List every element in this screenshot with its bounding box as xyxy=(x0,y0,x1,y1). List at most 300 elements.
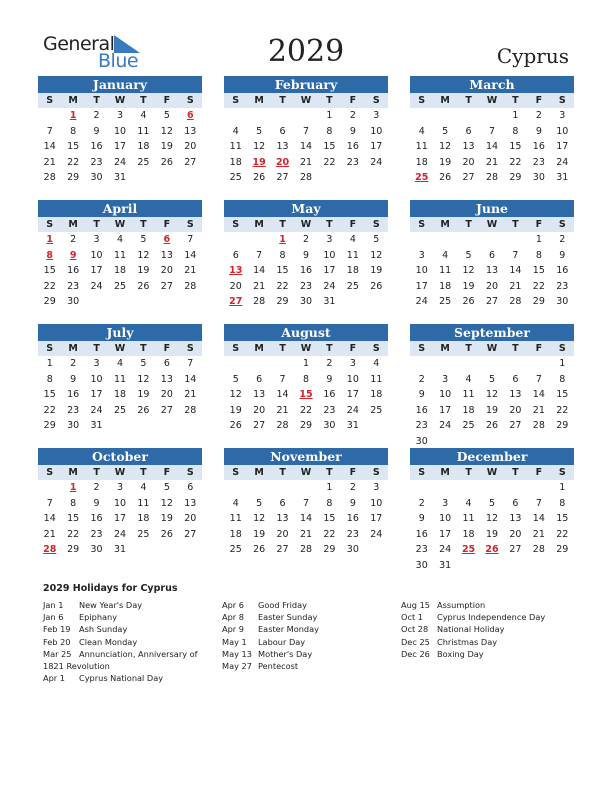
calendar-date: 6 xyxy=(279,497,286,509)
weekday-label: W xyxy=(300,95,312,106)
calendar-date: 15 xyxy=(67,141,80,153)
weekday-label: T xyxy=(512,219,519,230)
weekday-label: S xyxy=(232,219,240,230)
calendar-date: 23 xyxy=(346,528,359,540)
calendar-date: 16 xyxy=(67,389,80,401)
calendar-date: 18 xyxy=(137,141,150,153)
holiday-name: Annunciation, Anniversary of xyxy=(79,648,198,659)
calendar-date: 21 xyxy=(299,528,313,540)
weekday-label: T xyxy=(279,343,286,354)
weekday-label: W xyxy=(114,467,126,478)
weekday-header-row xyxy=(410,341,574,356)
holiday-row xyxy=(222,611,319,623)
calendar-date: 21 xyxy=(532,528,545,540)
calendar-date: 22 xyxy=(67,156,80,168)
weekday-label: S xyxy=(558,95,566,106)
weekday-label: S xyxy=(418,343,426,354)
weekday-label: S xyxy=(372,219,380,230)
calendar-date: 4 xyxy=(116,358,124,369)
holiday-name: Christmas Day xyxy=(437,636,498,647)
holiday-date: 19 xyxy=(252,156,266,168)
calendar-date: 2 xyxy=(326,358,333,369)
calendar-date: 24 xyxy=(90,280,103,292)
calendar-date: 8 xyxy=(535,249,542,261)
calendar-date: 10 xyxy=(556,125,569,137)
day-grid xyxy=(224,480,388,558)
calendar-date: 14 xyxy=(276,389,289,401)
calendar-date: 19 xyxy=(229,404,242,416)
calendar-date: 6 xyxy=(163,358,170,369)
calendar-date: 15 xyxy=(43,389,56,401)
weekday-label: T xyxy=(93,95,100,106)
calendar-date: 4 xyxy=(465,373,472,385)
holiday-name: New Year's Day xyxy=(79,600,143,610)
holidays-title: 2029 Holidays for Cyprus xyxy=(43,583,178,594)
calendar-date: 18 xyxy=(462,528,475,540)
empty-cell xyxy=(527,480,550,496)
calendar-date: 27 xyxy=(485,296,499,308)
calendar-date: 8 xyxy=(512,125,519,137)
weekday-label: M xyxy=(68,219,78,230)
empty-cell xyxy=(480,232,503,248)
calendar-date: 15 xyxy=(323,513,336,525)
calendar-date: 11 xyxy=(137,125,150,137)
holiday-name: Clean Monday xyxy=(79,636,138,647)
weekday-header-row xyxy=(38,217,202,232)
calendar-date: 30 xyxy=(415,435,428,447)
holiday-name: Cyprus Independence Day xyxy=(437,612,546,623)
calendar-date: 19 xyxy=(485,528,499,540)
calendar-date: 3 xyxy=(116,110,124,121)
calendar-date: 30 xyxy=(90,544,103,556)
calendar-date: 25 xyxy=(346,280,359,292)
calendar-date: 23 xyxy=(323,404,336,416)
holiday-date-label: Jan 6 xyxy=(43,612,64,623)
calendar-date: 18 xyxy=(229,528,242,540)
calendar-date: 22 xyxy=(43,280,56,292)
month-title: May xyxy=(224,200,388,217)
calendar-date: 17 xyxy=(346,389,359,401)
calendar-date: 13 xyxy=(485,265,499,277)
calendar-date: 2 xyxy=(70,234,77,245)
calendar-date: 22 xyxy=(43,404,56,416)
month-title: August xyxy=(224,324,388,341)
holiday-row xyxy=(401,623,545,635)
calendar-date: 15 xyxy=(556,389,569,401)
calendar-date: 17 xyxy=(415,280,428,292)
holiday-date: 20 xyxy=(275,156,290,168)
calendar-date: 2 xyxy=(70,358,77,369)
calendar-date: 25 xyxy=(439,296,452,308)
calendar-date: 17 xyxy=(370,513,383,525)
holiday-date-label: May 1 xyxy=(222,636,247,647)
calendar-date: 22 xyxy=(67,528,80,540)
month-title: July xyxy=(38,324,202,341)
holiday-date: 15 xyxy=(299,389,313,401)
calendar-date: 5 xyxy=(140,234,147,245)
weekday-label: S xyxy=(46,219,54,230)
weekday-label: T xyxy=(465,343,472,354)
weekday-label: T xyxy=(140,343,147,354)
empty-cell xyxy=(224,232,247,248)
empty-cell xyxy=(38,108,61,124)
day-grid xyxy=(410,356,574,450)
calendar-date: 31 xyxy=(323,296,336,308)
holiday-date-label: Oct 1 xyxy=(401,612,423,623)
empty-cell xyxy=(480,480,503,496)
calendar-date: 14 xyxy=(532,389,545,401)
country-name: Cyprus xyxy=(496,44,569,68)
calendar-date: 7 xyxy=(256,249,263,261)
weekday-label: F xyxy=(163,95,171,106)
calendar-date: 16 xyxy=(556,265,569,277)
calendar-date: 16 xyxy=(90,141,103,153)
calendar-date: 10 xyxy=(113,497,127,509)
calendar-date: 4 xyxy=(465,497,472,509)
calendar-date: 13 xyxy=(509,389,522,401)
calendar-date: 27 xyxy=(184,156,197,168)
calendar-date: 16 xyxy=(67,265,80,277)
calendar-date: 7 xyxy=(46,125,53,137)
calendar-date: 28 xyxy=(299,172,313,184)
calendar-date: 10 xyxy=(90,249,103,261)
calendar-date: 10 xyxy=(439,389,452,401)
holiday-row xyxy=(222,660,319,672)
month-title: January xyxy=(38,76,202,93)
month-september xyxy=(410,324,574,450)
holiday-row xyxy=(43,672,198,684)
calendar-date: 4 xyxy=(442,249,449,261)
calendar-date: 5 xyxy=(442,125,449,137)
calendar-date: 11 xyxy=(229,513,242,525)
empty-cell xyxy=(433,356,456,372)
calendar-date: 22 xyxy=(556,528,569,540)
calendar-date: 24 xyxy=(415,296,428,308)
empty-cell xyxy=(410,232,433,248)
calendar-date: 17 xyxy=(113,513,127,525)
holiday-name: Epiphany xyxy=(79,612,118,623)
weekday-label: F xyxy=(163,343,171,354)
weekday-label: S xyxy=(46,467,54,478)
holiday-date: 25 xyxy=(415,172,429,184)
weekday-label: S xyxy=(558,219,566,230)
calendar-date: 5 xyxy=(256,125,263,137)
calendar-date: 12 xyxy=(439,141,452,153)
calendar-date: 31 xyxy=(90,420,103,432)
calendar-date: 5 xyxy=(256,497,263,509)
calendar-date: 22 xyxy=(556,404,569,416)
weekday-label: T xyxy=(140,219,147,230)
day-grid xyxy=(38,356,202,434)
holiday-date-label: Feb 20 xyxy=(43,636,71,647)
holiday-date-label: May 13 xyxy=(222,648,252,659)
holiday-date: 1 xyxy=(69,482,77,493)
empty-cell xyxy=(224,108,247,124)
calendar-date: 26 xyxy=(253,172,266,184)
weekday-label: W xyxy=(300,343,312,354)
weekday-label: F xyxy=(349,219,357,230)
holiday-name: Boxing Day xyxy=(437,648,484,659)
calendar-date: 17 xyxy=(556,141,569,153)
calendar-date: 21 xyxy=(276,404,289,416)
calendar-date: 7 xyxy=(302,125,310,137)
day-grid xyxy=(224,356,388,434)
calendar-date: 24 xyxy=(370,528,383,540)
empty-cell xyxy=(504,480,527,496)
calendar-date: 29 xyxy=(67,544,80,556)
calendar-date: 19 xyxy=(462,280,475,292)
calendar-date: 4 xyxy=(373,358,380,369)
calendar-date: 16 xyxy=(346,513,359,525)
calendar-date: 12 xyxy=(160,497,173,509)
empty-cell xyxy=(410,108,433,124)
calendar-date: 17 xyxy=(113,141,127,153)
calendar-date: 2 xyxy=(93,110,100,121)
calendar-date: 28 xyxy=(184,280,197,292)
holiday-date: 8 xyxy=(46,249,54,261)
calendar-date: 8 xyxy=(326,125,333,137)
weekday-label: M xyxy=(254,343,264,354)
calendar-date: 16 xyxy=(532,141,545,153)
calendar-date: 19 xyxy=(485,404,499,416)
weekday-label: F xyxy=(163,467,171,478)
calendar-date: 5 xyxy=(163,110,170,121)
calendar-date: 29 xyxy=(532,296,545,308)
weekday-label: T xyxy=(93,343,100,354)
weekday-header-row xyxy=(38,341,202,356)
day-grid xyxy=(38,108,202,186)
calendar-date: 22 xyxy=(299,404,313,416)
month-title: December xyxy=(410,448,574,465)
holiday-name: Mother's Day xyxy=(258,648,313,659)
calendar-date: 20 xyxy=(509,404,522,416)
weekday-label: S xyxy=(46,343,54,354)
holiday-column xyxy=(401,599,545,660)
calendar-date: 15 xyxy=(67,513,80,525)
holiday-name: Assumption xyxy=(437,600,486,610)
calendar-date: 9 xyxy=(349,125,356,137)
day-grid xyxy=(224,108,388,186)
month-december xyxy=(410,448,574,574)
calendar-date: 29 xyxy=(509,172,522,184)
holiday-row xyxy=(401,599,545,611)
empty-cell xyxy=(457,356,480,372)
calendar-date: 28 xyxy=(509,296,522,308)
holiday-date: 26 xyxy=(485,544,499,556)
calendar-date: 6 xyxy=(465,125,472,137)
calendar-date: 12 xyxy=(253,141,266,153)
calendar-date: 15 xyxy=(532,265,545,277)
calendar-date: 20 xyxy=(485,280,499,292)
calendar-date: 30 xyxy=(323,420,336,432)
weekday-label: T xyxy=(279,467,286,478)
calendar-date: 24 xyxy=(439,420,452,432)
weekday-label: S xyxy=(186,343,194,354)
weekday-label: M xyxy=(254,219,264,230)
weekday-label: T xyxy=(512,95,519,106)
logo-word-blue: Blue xyxy=(98,50,139,72)
calendar-date: 5 xyxy=(163,482,170,493)
weekday-label: F xyxy=(349,467,357,478)
calendar-date: 1 xyxy=(535,234,542,245)
calendar-date: 28 xyxy=(184,404,197,416)
holiday-row xyxy=(43,599,198,611)
empty-cell xyxy=(480,356,503,372)
day-grid xyxy=(410,480,574,574)
calendar-date: 18 xyxy=(229,156,242,168)
calendar-date: 28 xyxy=(253,296,266,308)
holiday-date-label: Jan 1 xyxy=(43,600,64,610)
month-october xyxy=(38,448,202,558)
weekday-label: T xyxy=(326,467,333,478)
holiday-date: 1 xyxy=(46,234,54,245)
month-august xyxy=(224,324,388,434)
holiday-date-label: Dec 26 xyxy=(401,648,430,659)
calendar-date: 14 xyxy=(509,265,522,277)
calendar-date: 28 xyxy=(532,420,545,432)
calendar-date: 28 xyxy=(485,172,499,184)
calendar-date: 30 xyxy=(67,420,80,432)
calendar-date: 15 xyxy=(323,141,336,153)
calendar-date: 14 xyxy=(532,513,545,525)
calendar-date: 24 xyxy=(113,156,127,168)
weekday-label: F xyxy=(535,95,543,106)
holiday-row xyxy=(401,648,545,660)
weekday-label: F xyxy=(349,343,357,354)
calendar-date: 10 xyxy=(415,265,428,277)
month-april xyxy=(38,200,202,310)
weekday-label: S xyxy=(232,95,240,106)
calendar-date: 10 xyxy=(323,249,336,261)
calendar-date: 13 xyxy=(184,125,197,137)
calendar-date: 3 xyxy=(442,497,449,509)
weekday-header-row xyxy=(410,217,574,232)
calendar-date: 12 xyxy=(253,513,266,525)
calendar-date: 12 xyxy=(370,249,383,261)
calendar-date: 27 xyxy=(276,172,289,184)
calendar-date: 7 xyxy=(488,125,496,137)
calendar-date: 30 xyxy=(415,559,428,571)
calendar-date: 11 xyxy=(462,389,475,401)
weekday-label: S xyxy=(186,219,194,230)
calendar-date: 21 xyxy=(253,280,266,292)
calendar-date: 2 xyxy=(418,373,425,385)
empty-cell xyxy=(527,356,550,372)
calendar-date: 9 xyxy=(418,513,425,525)
weekday-label: W xyxy=(114,219,126,230)
weekday-label: T xyxy=(326,343,333,354)
calendar-date: 12 xyxy=(485,389,499,401)
calendar-date: 15 xyxy=(509,141,522,153)
calendar-date: 11 xyxy=(415,141,428,153)
weekday-label: S xyxy=(558,343,566,354)
holiday-date: 13 xyxy=(229,265,243,277)
calendar-date: 11 xyxy=(113,249,127,261)
calendar-date: 9 xyxy=(93,125,100,137)
calendar-date: 5 xyxy=(488,373,496,385)
weekday-label: T xyxy=(279,219,286,230)
calendar-date: 2 xyxy=(559,234,566,245)
weekday-label: S xyxy=(232,343,240,354)
calendar-date: 9 xyxy=(70,373,77,385)
weekday-label: F xyxy=(535,467,543,478)
calendar-date: 17 xyxy=(323,265,336,277)
holiday-name: Good Friday xyxy=(258,600,307,610)
empty-cell xyxy=(247,356,270,372)
calendar-date: 17 xyxy=(439,404,452,416)
calendar-date: 30 xyxy=(556,296,569,308)
calendar-date: 9 xyxy=(559,249,566,261)
calendar-date: 24 xyxy=(323,280,336,292)
calendar-date: 18 xyxy=(346,265,359,277)
weekday-label: W xyxy=(486,219,498,230)
calendar-date: 10 xyxy=(90,373,103,385)
calendar-date: 11 xyxy=(370,373,383,385)
holiday-name: National Holiday xyxy=(437,624,505,635)
calendar-date: 30 xyxy=(346,544,359,556)
month-title: October xyxy=(38,448,202,465)
calendar-date: 16 xyxy=(346,141,359,153)
calendar-date: 9 xyxy=(349,497,356,509)
calendar-date: 10 xyxy=(439,513,452,525)
weekday-label: S xyxy=(418,467,426,478)
empty-cell xyxy=(294,108,317,124)
calendar-date: 4 xyxy=(116,234,124,245)
calendar-date: 14 xyxy=(299,513,313,525)
calendar-date: 2 xyxy=(349,110,356,121)
weekday-header-row xyxy=(410,465,574,480)
holiday-date-label: Apr 6 xyxy=(222,600,244,610)
calendar-date: 27 xyxy=(462,172,475,184)
weekday-label: S xyxy=(558,467,566,478)
calendar-date: 17 xyxy=(90,265,103,277)
calendar-date: 20 xyxy=(253,404,266,416)
calendar-date: 29 xyxy=(43,420,56,432)
weekday-label: F xyxy=(349,95,357,106)
calendar-date: 11 xyxy=(229,141,242,153)
calendar-date: 12 xyxy=(160,125,173,137)
weekday-label: S xyxy=(232,467,240,478)
calendar-date: 16 xyxy=(415,528,428,540)
month-january xyxy=(38,76,202,186)
calendar-date: 14 xyxy=(485,141,499,153)
empty-cell xyxy=(433,108,456,124)
calendar-date: 25 xyxy=(229,544,242,556)
calendar-date: 20 xyxy=(229,280,242,292)
calendar-date: 5 xyxy=(232,373,239,385)
month-june xyxy=(410,200,574,310)
empty-cell xyxy=(410,356,433,372)
empty-cell xyxy=(504,356,527,372)
weekday-label: W xyxy=(300,467,312,478)
calendar-date: 22 xyxy=(323,528,336,540)
weekday-label: T xyxy=(140,95,147,106)
calendar-date: 8 xyxy=(70,497,77,509)
calendar-date: 12 xyxy=(137,249,150,261)
calendar-date: 30 xyxy=(532,172,545,184)
calendar-date: 23 xyxy=(415,544,428,556)
calendar-date: 20 xyxy=(160,389,173,401)
calendar-date: 12 xyxy=(462,265,475,277)
month-title: September xyxy=(410,324,574,341)
calendar-date: 15 xyxy=(556,513,569,525)
empty-cell xyxy=(457,480,480,496)
weekday-label: T xyxy=(465,95,472,106)
empty-cell xyxy=(457,232,480,248)
holiday-row xyxy=(43,623,198,635)
calendar-date: 11 xyxy=(439,265,452,277)
calendar-date: 24 xyxy=(439,544,452,556)
